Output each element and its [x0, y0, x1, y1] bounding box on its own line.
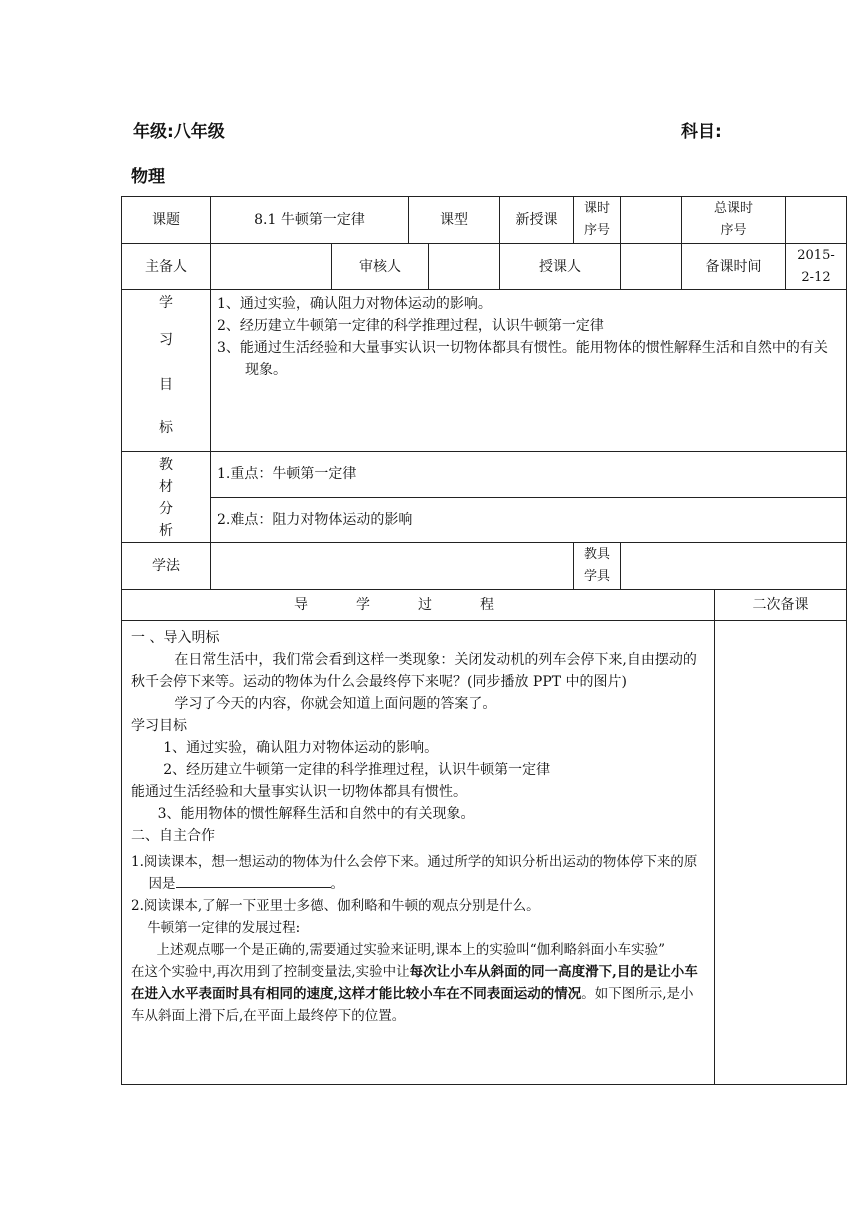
preparer-label: 主备人 — [122, 244, 211, 290]
goal-line-1: 1、通过实验，确认阻力对物体运动的影响。 — [163, 740, 439, 756]
analysis-label — [122, 452, 211, 543]
goal-line-3: 3、能用物体的惯性解释生活和自然中的有关现象。 — [157, 806, 475, 822]
period-label-line1: 课时 — [583, 201, 610, 216]
goal-item: 2、经历建立牛顿第一定律的科学推理过程，认识牛顿第一定律 — [217, 318, 604, 334]
tools-label — [574, 543, 621, 590]
experiment-detail-bold: 每次让小车从斜面的同一高度滑下,目的是让小车在进入水平表面时具有相同的速度,这样才能比较小车在不同表面运动的情况 — [131, 964, 698, 1002]
method-value — [211, 543, 574, 590]
total-label-line2: 序号 — [720, 223, 747, 238]
row-difficulty — [122, 497, 847, 543]
difficulty: 2.难点：阻力对物体运动的影响 — [211, 497, 847, 543]
period-label-line2: 序号 — [583, 223, 610, 238]
process-header — [122, 590, 715, 621]
tools-label-line1: 教具 — [583, 547, 610, 562]
preparer-value — [211, 244, 332, 290]
goal-item: 3、能通过生活经验和大量事实认识一切物体都具有惯性。能用物体的惯性解释生活和自然中的有关现象。 — [217, 340, 828, 378]
prep-time-value — [786, 244, 847, 290]
reviewer-value — [429, 244, 500, 290]
question-1-text: 1.阅读课本，想一想运动的物体为什么会停下来。通过所学的知识分析出运动的物体停下来的原因是 — [131, 854, 698, 892]
row-staff — [122, 244, 847, 290]
analysis-label-char: 材 — [159, 479, 173, 495]
goals-content — [211, 290, 847, 452]
second-prep-header: 二次备课 — [715, 590, 847, 621]
row-key-point — [122, 452, 847, 498]
reviewer-label: 审核人 — [332, 244, 429, 290]
goal-line-2: 2、经历建立牛顿第一定律的科学推理过程，认识牛顿第一定律 — [163, 762, 551, 778]
analysis-label-char: 教 — [159, 457, 173, 473]
section-cooperate-title: 二、自主合作 — [131, 828, 215, 844]
answer-blank[interactable] — [176, 873, 331, 888]
goals-label — [122, 290, 211, 452]
intro-paragraph-2: 学习了今天的内容，你就会知道上面问题的答案了。 — [174, 696, 497, 712]
row-topic — [122, 197, 847, 244]
process-content — [122, 621, 715, 1085]
goals-label-char: 学 — [159, 295, 173, 311]
topic-value: 8.1 牛顿第一定律 — [211, 197, 409, 244]
row-goals — [122, 290, 847, 452]
goals-label-char: 目 — [159, 377, 173, 393]
section-intro-title: 一 、导入明标 — [131, 630, 220, 646]
type-value: 新授课 — [500, 197, 574, 244]
prep-time-line1: 2015- — [797, 247, 835, 263]
topic-label: 课题 — [122, 197, 211, 244]
lesson-plan-table — [121, 196, 847, 1085]
analysis-label-char: 分 — [159, 501, 173, 517]
intro-paragraph: 在日常生活中，我们常会看到这样一类现象：关闭发动机的列车会停下来,自由摆动的秋千会停下来等。运动的物体为什么会最终停下来呢？(同步播放 PPT 中的图片) — [131, 652, 697, 690]
teacher-label: 授课人 — [500, 244, 621, 290]
second-prep-content — [715, 621, 847, 1085]
tools-value — [621, 543, 847, 590]
analysis-label-char: 析 — [159, 523, 173, 539]
question-2: 2.阅读课本,了解一下亚里士多德、伽利略和牛顿的观点分别是什么。 — [131, 898, 540, 914]
period-label — [574, 197, 621, 244]
goals-label-char: 标 — [159, 420, 173, 436]
experiment-detail-a: 在这个实验中,再次用到了控制变量法,实验中让 — [131, 964, 410, 980]
total-label-line1: 总课时 — [714, 201, 754, 216]
goals-label-char: 习 — [159, 332, 173, 348]
method-label: 学法 — [122, 543, 211, 590]
question-1 — [131, 851, 706, 895]
teacher-value — [621, 244, 682, 290]
goals-title: 学习目标 — [131, 718, 187, 734]
period-value — [621, 197, 682, 244]
experiment-line: 上述观点哪一个是正确的,需要通过实验来证明,课本上的实验叫“伽利略斜面小车实验” — [156, 942, 666, 958]
goal-item: 1、通过实验，确认阻力对物体运动的影响。 — [217, 296, 492, 312]
key-point: 1.重点：牛顿第一定律 — [211, 452, 847, 498]
subject-label: 科目: — [681, 122, 722, 142]
experiment-detail — [131, 961, 706, 1027]
question-1-end: 。 — [330, 876, 345, 892]
row-process — [122, 621, 847, 1085]
prep-time-line2: 2-12 — [801, 269, 831, 285]
subject-value: 物理 — [131, 167, 165, 187]
tools-label-line2: 学具 — [583, 569, 610, 584]
grade-label: 年级:八年级 — [133, 122, 225, 142]
goal-line-2b: 能通过生活经验和大量事实认识一切物体都具有惯性。 — [131, 784, 467, 800]
row-process-header — [122, 590, 847, 621]
process-header-text: 导学过程 — [294, 597, 542, 613]
prep-time-label: 备课时间 — [682, 244, 786, 290]
type-label: 课型 — [409, 197, 500, 244]
total-period-label — [682, 197, 786, 244]
development-line: 牛顿第一定律的发展过程: — [147, 920, 301, 936]
row-method — [122, 543, 847, 590]
total-period-value — [786, 197, 847, 244]
experiment-detail-c: 。如下图所示,是小车从斜面上滑下后,在平面上最终停下的位置。 — [131, 986, 694, 1024]
